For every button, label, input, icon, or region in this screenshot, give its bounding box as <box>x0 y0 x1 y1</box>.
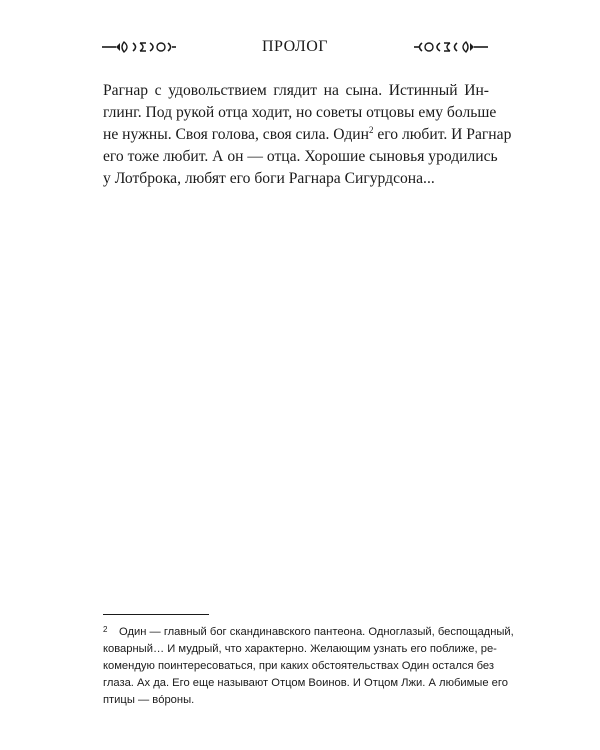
footnote-line: коварный… И мудрый, что характерно. Желающим узнать его поближе, ре- <box>103 643 497 655</box>
footnote-line: комендую поинтересоваться, при каких обстоятельствах Один остался без <box>103 660 494 672</box>
footnote-line: Один — главный бог скандинавского пантеона. Одноглазый, беспощадный, <box>119 626 514 638</box>
footnote-marker: 2 <box>103 625 108 634</box>
text-line: его тоже любит. А он — отца. Хорошие сыновья уродились <box>103 148 498 165</box>
text-segment: его любит. И Рагнар <box>377 126 512 143</box>
footnote-line: птицы — вóроны. <box>103 694 195 706</box>
running-head: ПРОЛОГ <box>261 38 329 55</box>
text-line: у Лотброка, любят его боги Рагнара Сигурдсона... <box>103 170 435 187</box>
text-segment: не нужны. Своя голова, своя сила. Один <box>103 126 369 143</box>
footnote-line: глаза. Ах да. Его еще называют Отцом Воинов. И Отцом Лжи. А любимые его <box>103 677 508 689</box>
page-header <box>100 36 490 60</box>
footnote <box>103 624 514 709</box>
footnote-divider <box>103 614 209 615</box>
main-paragraph <box>103 80 512 190</box>
text-line: Рагнар с удовольствием глядит на сына. Истинный Ин- <box>103 82 489 99</box>
footnote-reference[interactable]: 2 <box>368 124 374 135</box>
right-ornament-icon <box>414 40 488 54</box>
text-line: глинг. Под рукой отца ходит, но советы отцовы ему больше <box>103 104 497 121</box>
text-line-with-footnote <box>103 124 512 146</box>
